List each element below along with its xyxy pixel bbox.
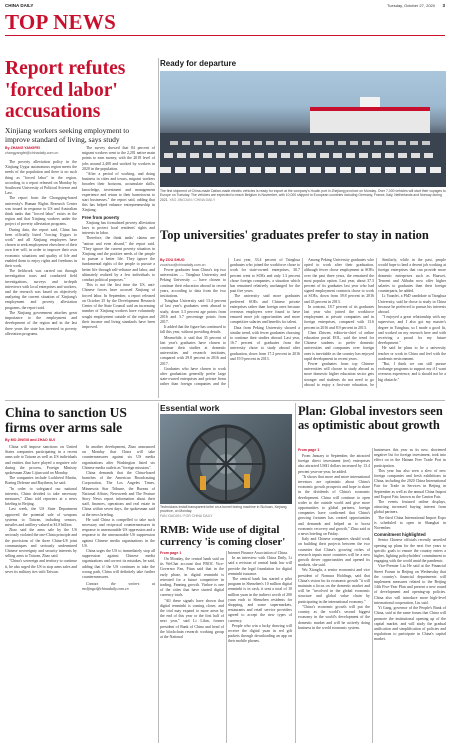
- column-divider: [228, 258, 229, 388]
- story4-headline: RMB: Wide use of digital currency 'is coming closer': [160, 524, 286, 548]
- page-date: Tuesday, October 27, 2020: [386, 3, 435, 8]
- story4-para: On Monday, the central bank said on its WeChat account that PBOC Vice-Governor Fan, Fitan said that in the early phase, in digital renminbi is retreated for a future competitive in trading, Fanning growth. Vinhoe is one of the cities that have started digital currency trials.: [160, 557, 224, 598]
- story1-deck: Xinjiang workers seeking employment to improve standard of living, says study: [5, 126, 130, 144]
- story3-para: "China's sovereign and territory to continue it, he also urged the US to stop arms sales and sever its military ties with Taiwan.: [5, 559, 77, 574]
- story2-headline: Top universities' graduates prefer to stay in nation: [160, 228, 429, 242]
- story1-byline-name: By ZHANG YANGFEI: [5, 146, 40, 150]
- story5-headline: Plan: Global investors seen as optimistic about growth: [298, 404, 443, 432]
- story5-para: "It shows that more and more international investors are optimistic about China's economic growth prospects and hope to share in the dividends of China's economic development. China will continue to open wider to the outside world and give more opportunities to global partners, foreign companies have confirmed that China's growing fortunes has created opportunities and demands and helped us to boost economic recovery and growth," Zhao said at a news briefing on Friday.: [298, 474, 370, 537]
- column-divider: [376, 258, 377, 388]
- story1-para: During data, the report said, China has been officially listed "forcing Uygurs to work" and all Xinjiang employees have chosen to seek employment elsewhere of their own free will, in order to improve their own economic situations and quality of life and enabled them to enjoy rights and freedoms in their work.: [5, 227, 77, 269]
- story1-para: The survey showed that 84 percent of migrant workers went to the 2,201 native main points to earn money, with the 2018 level of jobs around 2,400 and worked by workers in 2020 in the population.: [82, 146, 155, 171]
- story2-para: "But, I think we can still pursue exchange programs to support my if I want overseas experience, and it should not be a big obstacle.": [378, 362, 446, 382]
- story2-para: Among Peking University graduates who opted to work after their graduation, although fewer chose employment at SOEs over the past three years, the remained the most popular option. Last year, about 37.3 percent of its graduates last year who had signed employment contracts chose to work at SOEs, down from 39.8 percent in 2016 and 43 percent in 2013.: [304, 258, 374, 304]
- essential-caption-text: Technicians install transparent to/be on a tunnel boring machine in Sichuan, Xinjiang province, on Monday.: [160, 505, 287, 514]
- story5-column-1: [298, 454, 370, 743]
- photo1-caption: [160, 189, 446, 202]
- story4-para: The central bank has started a pilot program in Shenzhen's 10 million digital renminbi is in cash, it sent a total of 10 million yuan in the indirect worth of 200 yuan each to Shenzhen residents for shopping, and some supermarkets, restaurants and retail service providers agreed to accept the new types of currency.: [228, 577, 292, 623]
- story5-para: Wu Xiongfu, a senior economist and vice president of Nomura Holdings, said that China's vision for its economic growth "it will maintain a focus on the domestic market and will be "involved in the global economic structure and global value chain by participating in the international economy.": [298, 568, 370, 604]
- story4-column-1: [160, 557, 224, 743]
- story4-para: "All these signals have shown that digital renminbi is coming closer, and the trial may expand to more areas by the end of this year or the first half of next year," said Li Lifan, former president of Bank of China and head of the blockchain research working group at the National: [160, 598, 224, 640]
- essential-credit: FAN XIAOJIN / FOR CHINA DAILY: [160, 513, 213, 518]
- photo1-credit: YAO JINGJUN / CHINA DAILY: [169, 197, 216, 202]
- story5-para: Italy and Chinese companies should work on building their projects between the two countries that China's growing riches of research inputs more countries will be a new growth driver opportunities and opened its markets, she said.: [298, 537, 370, 568]
- essential-photo: [160, 414, 292, 504]
- story5-para: Vice-Premier Liu He said at the Financial Street Forum in Beijing on Wednesday that the country's financial departments will implement measures related to the Beijing 14th Five-Year Plan and present a new round of development and opening-up policies. China also will introduce more high-level international cooperation, Liu said.: [374, 564, 446, 605]
- column-divider: [158, 403, 159, 743]
- story4-para: Internet Finance Association of China.: [228, 551, 288, 555]
- column-divider: [226, 551, 227, 743]
- story3-column-2: [82, 445, 155, 743]
- ship-illustration: [160, 71, 446, 187]
- story5-byline: From page 1: [298, 448, 320, 452]
- section-title: TOP NEWS: [5, 10, 117, 34]
- story1-column-2: [82, 146, 155, 398]
- story1-para: Xinjiang has formulated poverty alleviation laws to protect local residents' rights and interests in labor.: [82, 220, 155, 236]
- story4-para: People who win a lucky drawing will receive the digital yuan in red gift packets through downloading an app on their mobile phones.: [228, 623, 292, 644]
- story2-para: The university said more graduates preferred SOEs and Chinese private enterprises rather than foreign ones because overseas employers were found to have ensured more job opportunities and more competitive salaries and benefits for talent.: [230, 294, 300, 325]
- page-number: 3: [442, 3, 445, 8]
- photo1-caption-text: The first shipment of China-made Dalian-made electric vehicles is ready for export at the company's Hualin port in Zhejiang province on Monday. Over 7,000 vehicles will start their voyages to Europe on Tuesday. The vehicles are expected to reach Belgium in November, with 10,000 shipped to European countries including Germany, France, Italy, Netherlands and Norway during 2021.: [160, 189, 446, 202]
- tunnel-machine-illustration: [160, 414, 292, 504]
- masthead-rule: [5, 35, 445, 36]
- story5-para: The events featured online displays, attracting increased buying interest from global partners.: [374, 500, 446, 515]
- story4-byline: From page 1: [160, 551, 182, 555]
- story5-para: businesses this year as its new, shortened negative list for foreign investment, took into effect on in the Hainan Free Trade Port in participation.: [374, 448, 446, 468]
- story2-column-1: [160, 268, 226, 388]
- story5-para: This year has also seen a slew of new foreign companies and fresh exhibitions in China, including the 2020 China International Fair for Trade in Services in Beijing in September as well as the annual China Import and Export Fair, known as the Canton Fair.: [374, 468, 446, 499]
- story2-column-2: [230, 258, 300, 388]
- story5-para: Senior Chinese officials recently unveiled opening up plans for the next five years to specific goals to ensure the country enters a higher, lighting policyholders' commitment to engaging with the world amid the pandemic.: [374, 538, 446, 564]
- story1-para: The report from the Chongqing-based university's Human Rights Research Center was issued in response to US and Australian think tanks that "forced labor" exists in the region and that Xinjiang workers under the project of poverty alleviation programs.: [5, 196, 77, 227]
- story3-para: In another development, Zhao announced on Monday that China will take countermeasures against six US media organizations after Washington listed six Chinese media outlets as "foreign missions".: [82, 445, 155, 470]
- story2-para: In contrast, 18.7 percent of its graduates last year who joined the workforce employment at private companies and in foreign enterprises, compared with 13.6 percent in 2016 and 8.9 percent in 2013.: [304, 304, 374, 330]
- story3-para: The companies include Lockheed Martin, Boeing Defense and Raytheon, he said.: [5, 476, 77, 486]
- story5-subhead: Commitment highlighted: [374, 532, 426, 538]
- column-divider: [295, 403, 296, 743]
- story3-byline: By MO JINGXI and ZHAO SUI: [5, 438, 55, 442]
- story1-para: This is not the first time the US, anti-Chinese forces have accused Xinjiang of forced labor. In September, a report released on October 25 by the Development Research Center of the State Council said an increasing number of Xinjiang workers have voluntarily sought employment outside of the region and their income and living standards have been improved.: [82, 283, 155, 329]
- story1-para: Therefore, the think tanks' claims are "untrue and even absurd," the report said. "They ignore the current poverty situation in Xinjiang and the positive needs of the people to pursue a better life. They ignore the fundamental rights of the people to pursue a better life through self-reliance and labor, and ultimately realized by a few individuals to conduct political purposes.": [82, 236, 155, 283]
- column-divider: [302, 258, 303, 388]
- story1-headline: Report refutes 'forced labor' accusations: [5, 58, 126, 122]
- story2-para: Tsinghua University said 13.4 percent of last year's graduates went abroad to study, down 3.3 percent age points from 2016 and 3.7 percentage points from 2017.: [160, 299, 226, 325]
- story4-para: In an interview with China Daily, Li said a revision of central bank law will provide the legal foundation for digital renminbi issuance.: [228, 556, 292, 576]
- story2-para: Last year, 33.4 percent of Tsinghua graduates who joined the workforce chose to work for state-owned enterprises, 30.7 percent went to SOEs and only 1.3 percent chose foreign companies, a situation which has remained relatively unchanged for the past five years.: [230, 258, 300, 294]
- story2-para: Similarly, while in the past, people would hope to land a decent job working at foreign enterprises that can provide more domestic enterprises such as Huawei, Tencent and Alibaba now offer higher salaries to graduates than their foreign counterparts, he added.: [378, 258, 446, 294]
- story1-subhead: Free from poverty: [82, 214, 120, 220]
- column-divider: [158, 58, 159, 398]
- story2-column-4: [378, 258, 446, 388]
- story1-para: The fieldwork was carried out through investigation tours and conducted field investigations, surveys and in-depth interviews with local enterprises and workers, and the research was based on objectively analyzing the current situation of Xinjiang's employment and poverty alleviation programs, the report said.: [5, 269, 77, 310]
- story2-byline-name: By ZOU SHUO: [160, 258, 185, 262]
- story2-para: Li Yuanfei, a PhD candidate at Tsinghua University, said he chose to study in China because he preferred to pursue his interests abroad.: [378, 294, 446, 315]
- story2-para: Fewer graduates from top Chinese universities will choose to study abroad as more domestic higher education sector gets stronger and students do not need to go abroad to enjoy a first-rate education, he: [304, 362, 374, 387]
- column-divider: [372, 448, 373, 743]
- story1-byline-email: zhangyangfei@chinadaily.com.cn: [5, 150, 59, 155]
- story3-para: China will impose sanctions on United States companies participating in a recent arms sale to Taiwan as well as US individuals and entities that have played a negative role during the process, Foreign Ministry spokesman Zhao Lijian said on Monday.: [5, 445, 77, 476]
- photo1-kicker: Ready for departure: [160, 59, 237, 68]
- story1-para: The Xinjiang government attaches great importance to the employment and development of the region and in the last three years the state has invested in poverty alleviation programs.: [5, 310, 77, 336]
- story3-para: Zhao said the arms sale by the US seriously violated the one-China principle and the provisions of the three China-US joint communiques and seriously undermined Chinese sovereignty and security interests by selling arms to Taiwan, Zhao said.: [5, 528, 77, 559]
- story3-para: He said China is compelled to take such necessary and reciprocal countermeasures in response to unreasonable US oppression and a response to the unreasonable US suppression against Chinese media organizations in the US.: [82, 517, 155, 548]
- story5-column-2: [374, 448, 446, 743]
- story3-para: China urges the US to immediately stop all suppression against Chinese media organizations and correct its mistakes, he said, adding that if the US continues to take the wrong path, China will definitely take further countermeasures.: [82, 549, 155, 580]
- story2-para: It added that the figure has continued to fall this year, without providing details.: [160, 325, 226, 335]
- story2-column-3: [304, 258, 374, 388]
- story2-para: Data from Peking University showed a similar trend, with fewer graduates choosing to continue their studies abroad. Last year, 16.7 percent of graduates from the university chose to study abroad after graduation, down from 17.2 percent in 2016 and 19.9 percent in 2013.: [230, 325, 300, 361]
- story4-column-2: [228, 551, 292, 743]
- story2-para: He said he plans to be a university teacher or work in China and feel with the academic environment.: [378, 346, 446, 361]
- essential-label: Essential work: [160, 403, 220, 413]
- story2-byline: [160, 258, 226, 267]
- story1-byline: [5, 146, 77, 155]
- story3-para: Last week, the US State Department approved the potential sale of weapons systems to Taiwan, including sensors, missiles and artillery valued at $1.8 billion.: [5, 507, 77, 528]
- story2-byline-email: zoushuo@chinadaily.com.cn: [160, 262, 206, 267]
- story2-para: Fewer graduates from China's top two universities — Tsinghua University and Peking University — have chosen to continue their education abroad in recent years, according to data from the two institutions.: [160, 268, 226, 299]
- story3-column-1: [5, 445, 77, 743]
- story3-contact: Contact the writers at moljingxi@chinadaily.com.cn: [82, 582, 155, 592]
- story2-para: Chen Zhiwen, editor-in-chief of online education portal EOL, said the trend for Chinese students to prefer domestic universities and companies over foreign ones is inevitable as the country has enjoyed rapid development in recent years.: [304, 330, 374, 361]
- paper-name: CHINA DAILY: [5, 3, 34, 8]
- essential-caption: [160, 505, 292, 518]
- story5-para: The third China International Import Expo is scheduled to open in Shanghai in November.: [374, 515, 446, 531]
- story2-para: "I enjoyed a great relationship with my supervisor, and I also got my master's degree in Tsinghua, so I made a good fit, and worked on my research here and with receiving a proud for my future development.": [378, 315, 446, 346]
- story2-para: Graduates who have chosen to work after graduation generally prefer large state-owned enterprises and private firms rather than foreign companies and the: [160, 366, 226, 387]
- story1-para: The poverty alleviation policy in the Xinjiang Uygur autonomous region meets the needs of the population and there is no such thing as "forced labor" in the region, according to a report released on Monday by Southwest University of Political Science and Law.: [5, 160, 77, 196]
- story5-para: Yi Gang, governor of the People's Bank of China, said at the same forum that China will promote the institutional opening up of the capital market, and will study the gradual unification and simplification of policies and regulations to participate in China's capital market.: [374, 606, 446, 642]
- story3-headline: China to sanction US firms over arms sale: [5, 405, 127, 435]
- photo1-image: [160, 71, 446, 187]
- section-divider: [5, 400, 445, 401]
- story3-para: "In order to safeguard our national interests, China decided to take necessary measures," Zhao told reporters at a news briefing in Beijing.: [5, 486, 77, 507]
- story5-para: From January to September, the attracted foreign direct investment (net) enterprises also attracted US$1 dollars increased by 13.4 percent year-on-year, he added.: [298, 454, 370, 474]
- story1-column-1: [5, 160, 77, 398]
- story1-para: "After a period of working, and doing business in cities and towns, migrant workers broaden their horizons, accumulate skills, knowledge, investment and management experience and return to their hometowns to start businesses." the report said, adding that this has helped enhance entrepreneurship in Xinjiang.: [82, 172, 155, 213]
- story3-para: China demands that the China-based branches of the American Broadcasting Corporation, The Los Angeles Times, Minnesota Star Tribune, the Bureau of National Affairs, Newsweek and The Feature Story News report information about their staff, finances, operations and real estate in China within seven days, the spokesman said at the news briefing.: [82, 471, 155, 517]
- story5-para: "China's economic growth will put the country as the world's second biggest economy in the world's development of the domestic market and will be actively doing business in the world economic system.: [298, 604, 370, 630]
- story2-para: Meanwhile, it said that 35 percent of last year's graduates have chosen to continue their studies at domestic universities and research institutes, compared with 29.8 percent in 2016 and 2017.: [160, 335, 226, 366]
